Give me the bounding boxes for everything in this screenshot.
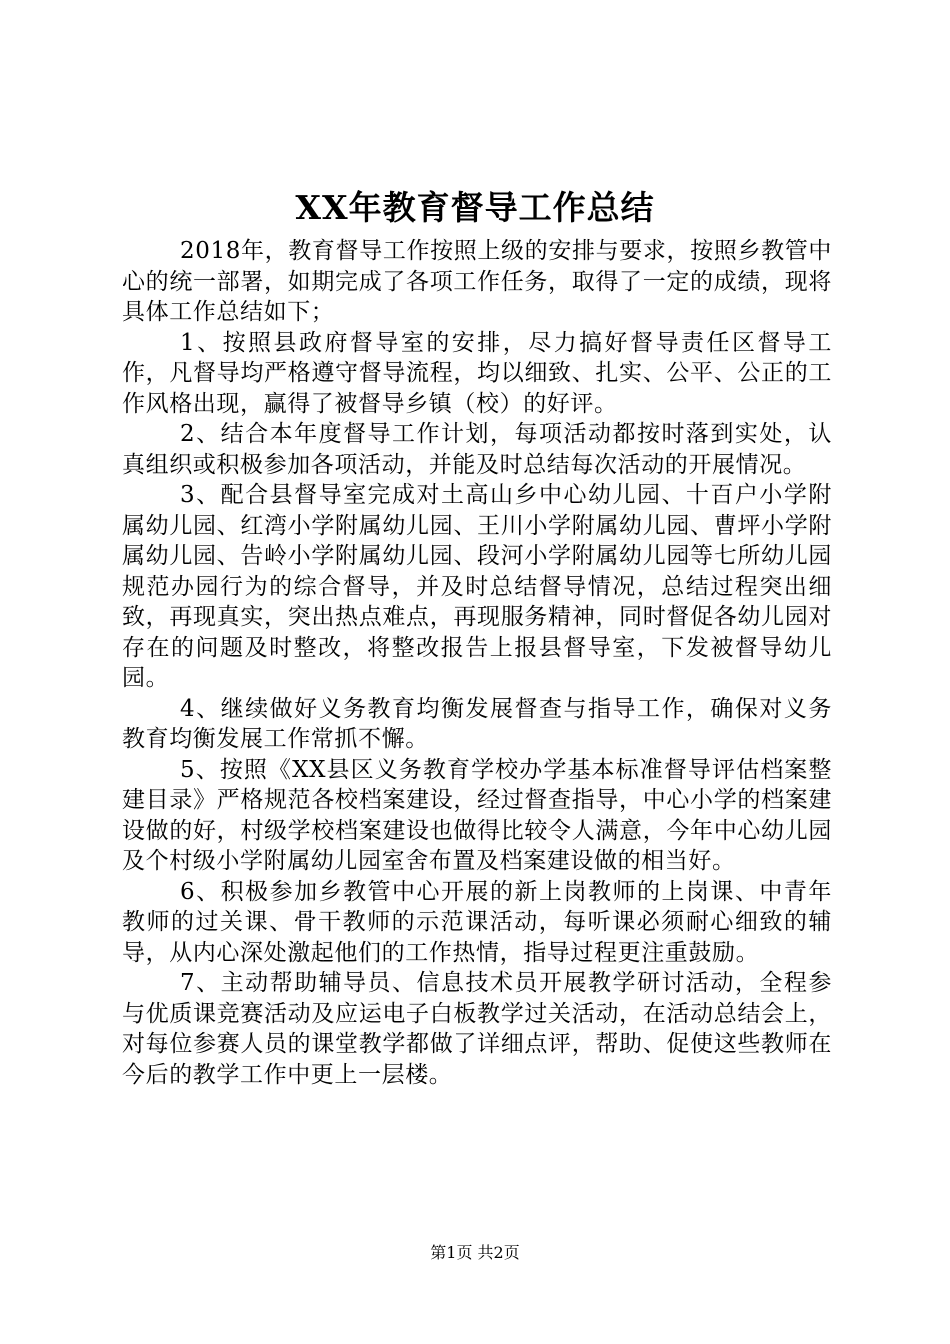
- paragraph-item-6: 6、积极参加乡教管中心开展的新上岗教师的上岗课、中青年教师的过关课、骨干教师的示范课活动，每听课必须耐心细致的辅导，从内心深处激起他们的工作热情，指导过程更注重鼓励。: [122, 878, 832, 966]
- document-body: [122, 236, 832, 1090]
- paragraph-item-5: 5、按照《XX县区义务教育学校办学基本标准督导评估档案整建目录》严格规范各校档案建设，经过督查指导，中心小学的档案建设做的好，村级学校档案建设也做得比较令人满意，今年中心幼儿园及个村级小学附属幼儿园室舍布置及档案建设做的相当好。: [122, 756, 832, 874]
- paragraph-item-4: 4、继续做好义务教育均衡发展督查与指导工作，确保对义务教育均衡发展工作常抓不懈。: [122, 695, 832, 752]
- document-title: XX年教育督导工作总结: [295, 188, 655, 227]
- paragraph-intro: 2018年，教育督导工作按照上级的安排与要求，按照乡教管中心的统一部署，如期完成了各项工作任务，取得了一定的成绩，现将具体工作总结如下；: [122, 238, 832, 325]
- paragraph-item-3: 3、配合县督导室完成对土高山乡中心幼儿园、十百户小学附属幼儿园、红湾小学附属幼儿园、王川小学附属幼儿园、曹坪小学附属幼儿园、告岭小学附属幼儿园、段河小学附属幼儿园等七所幼儿园规范办园行为的综合督导，并及时总结督导情况，总结过程突出细致，再现真实，突出热点难点，再现服务精神，同时督促各幼儿园对存在的问题及时整改，将整改报告上报县督导室，下发被督导幼儿园。: [122, 482, 832, 691]
- paragraph-item-2: 2、结合本年度督导工作计划，每项活动都按时落到实处，认真组织或积极参加各项活动，并能及时总结每次活动的开展情况。: [122, 421, 832, 478]
- paragraph-item-7: 7、主动帮助辅导员、信息技术员开展教学研讨活动，全程参与优质课竞赛活动及应运电子白板教学过关活动，在活动总结会上，对每位参赛人员的课堂教学都做了详细点评，帮助、促使这些教师在今后的教学工作中更上一层楼。: [122, 970, 832, 1088]
- paragraph-item-1: 1、按照县政府督导室的安排，尽力搞好督导责任区督导工作，凡督导均严格遵守督导流程，均以细致、扎实、公平、公正的工作风格出现，赢得了被督导乡镇（校）的好评。: [122, 329, 832, 417]
- page-number-footer: 第1页 共2页: [430, 1243, 520, 1262]
